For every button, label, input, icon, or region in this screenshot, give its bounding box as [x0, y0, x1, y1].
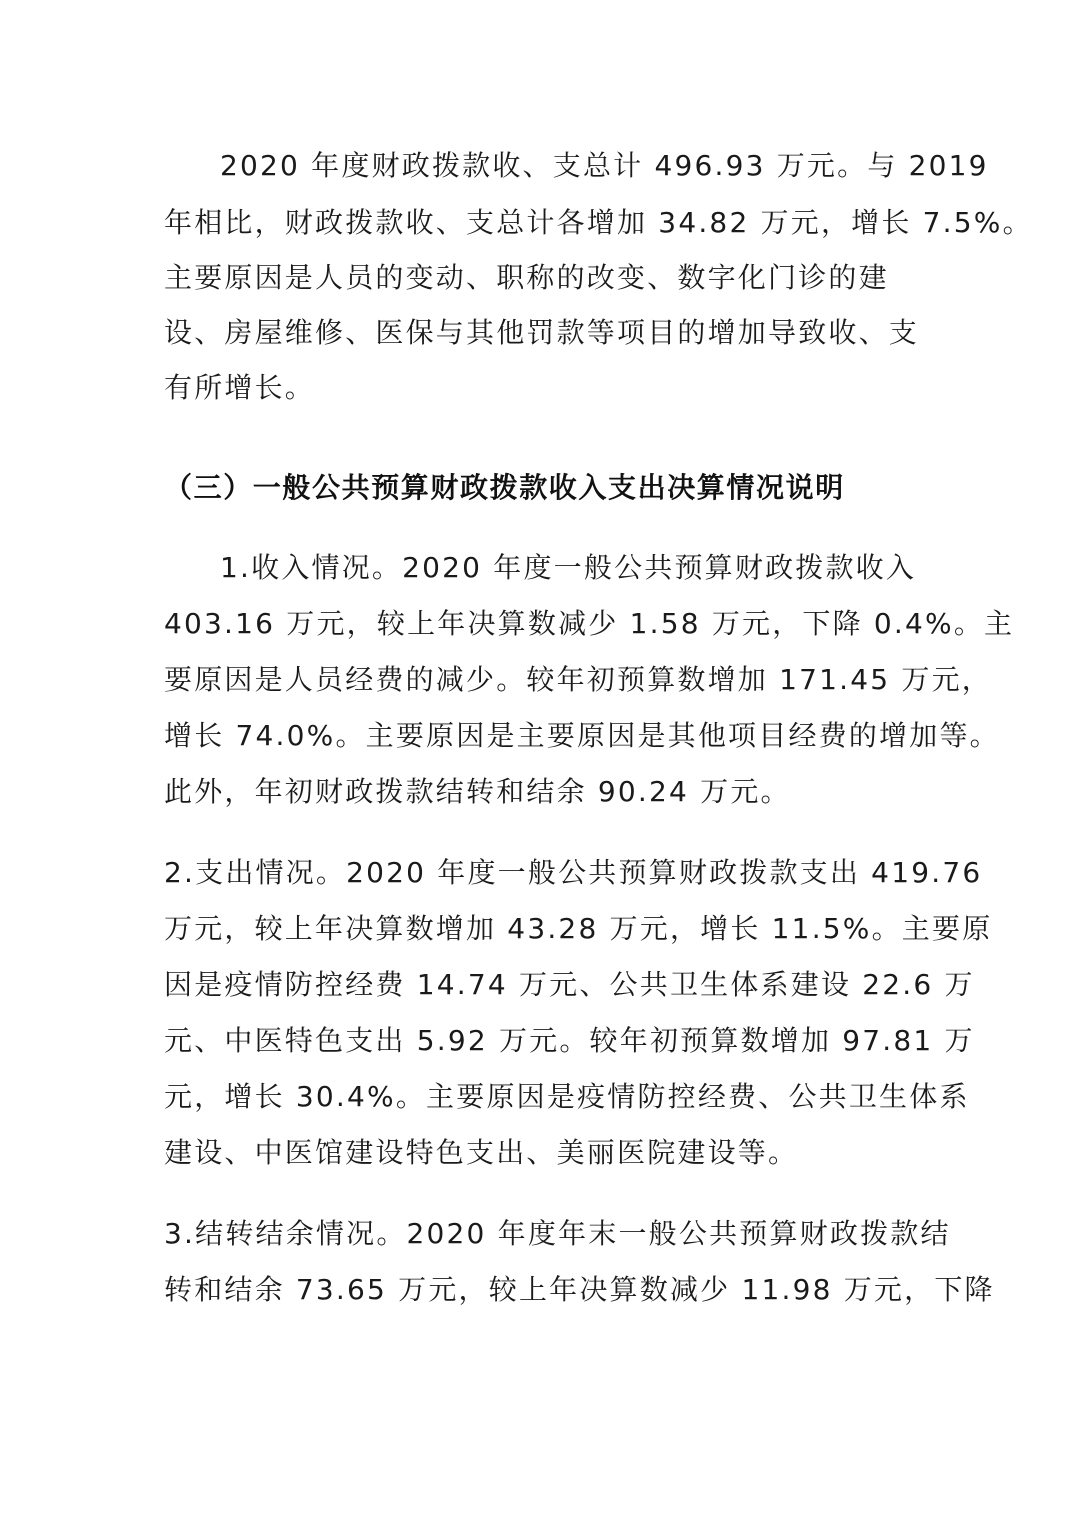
paragraph-line: 有所增长。 — [164, 371, 316, 404]
paragraph-line: 万元，较上年决算数增加 43.28 万元，增长 11.5%。主要原 — [164, 912, 993, 945]
paragraph-line: 增长 74.0%。主要原因是主要原因是其他项目经费的增加等。 — [164, 719, 1000, 752]
section-heading: （三）一般公共预算财政拨款收入支出决算情况说明 — [164, 471, 845, 504]
paragraph-line: 此外，年初财政拨款结转和结余 90.24 万元。 — [164, 775, 791, 808]
paragraph-line: 1.收入情况。2020 年度一般公共预算财政拨款收入 — [220, 551, 917, 584]
paragraph-line: 主要原因是人员的变动、职称的改变、数字化门诊的建 — [164, 261, 889, 294]
paragraph-line: 3.结转结余情况。2020 年度年末一般公共预算财政拨款结 — [164, 1217, 951, 1250]
paragraph-line: 设、房屋维修、医保与其他罚款等项目的增加导致收、支 — [164, 316, 920, 349]
paragraph-line: 因是疫情防控经费 14.74 万元、公共卫生体系建设 22.6 万 — [164, 968, 975, 1001]
paragraph-line: 要原因是人员经费的减少。较年初预算数增加 171.45 万元， — [164, 663, 992, 696]
paragraph-line: 年相比，财政拨款收、支总计各增加 34.82 万元，增长 7.5%。 — [164, 206, 1033, 239]
paragraph-line: 2.支出情况。2020 年度一般公共预算财政拨款支出 419.76 — [164, 856, 983, 889]
paragraph-line: 建设、中医馆建设特色支出、美丽医院建设等。 — [164, 1136, 799, 1169]
paragraph-line: 转和结余 73.65 万元，较上年决算数减少 11.98 万元，下降 — [164, 1273, 995, 1306]
paragraph-line: 元、中医特色支出 5.92 万元。较年初预算数增加 97.81 万 — [164, 1024, 975, 1057]
paragraph-line: 403.16 万元，较上年决算数减少 1.58 万元，下降 0.4%。主 — [164, 607, 1015, 640]
paragraph-line: 2020 年度财政拨款收、支总计 496.93 万元。与 2019 — [220, 149, 989, 182]
paragraph-line: 元，增长 30.4%。主要原因是疫情防控经费、公共卫生体系 — [164, 1080, 970, 1113]
